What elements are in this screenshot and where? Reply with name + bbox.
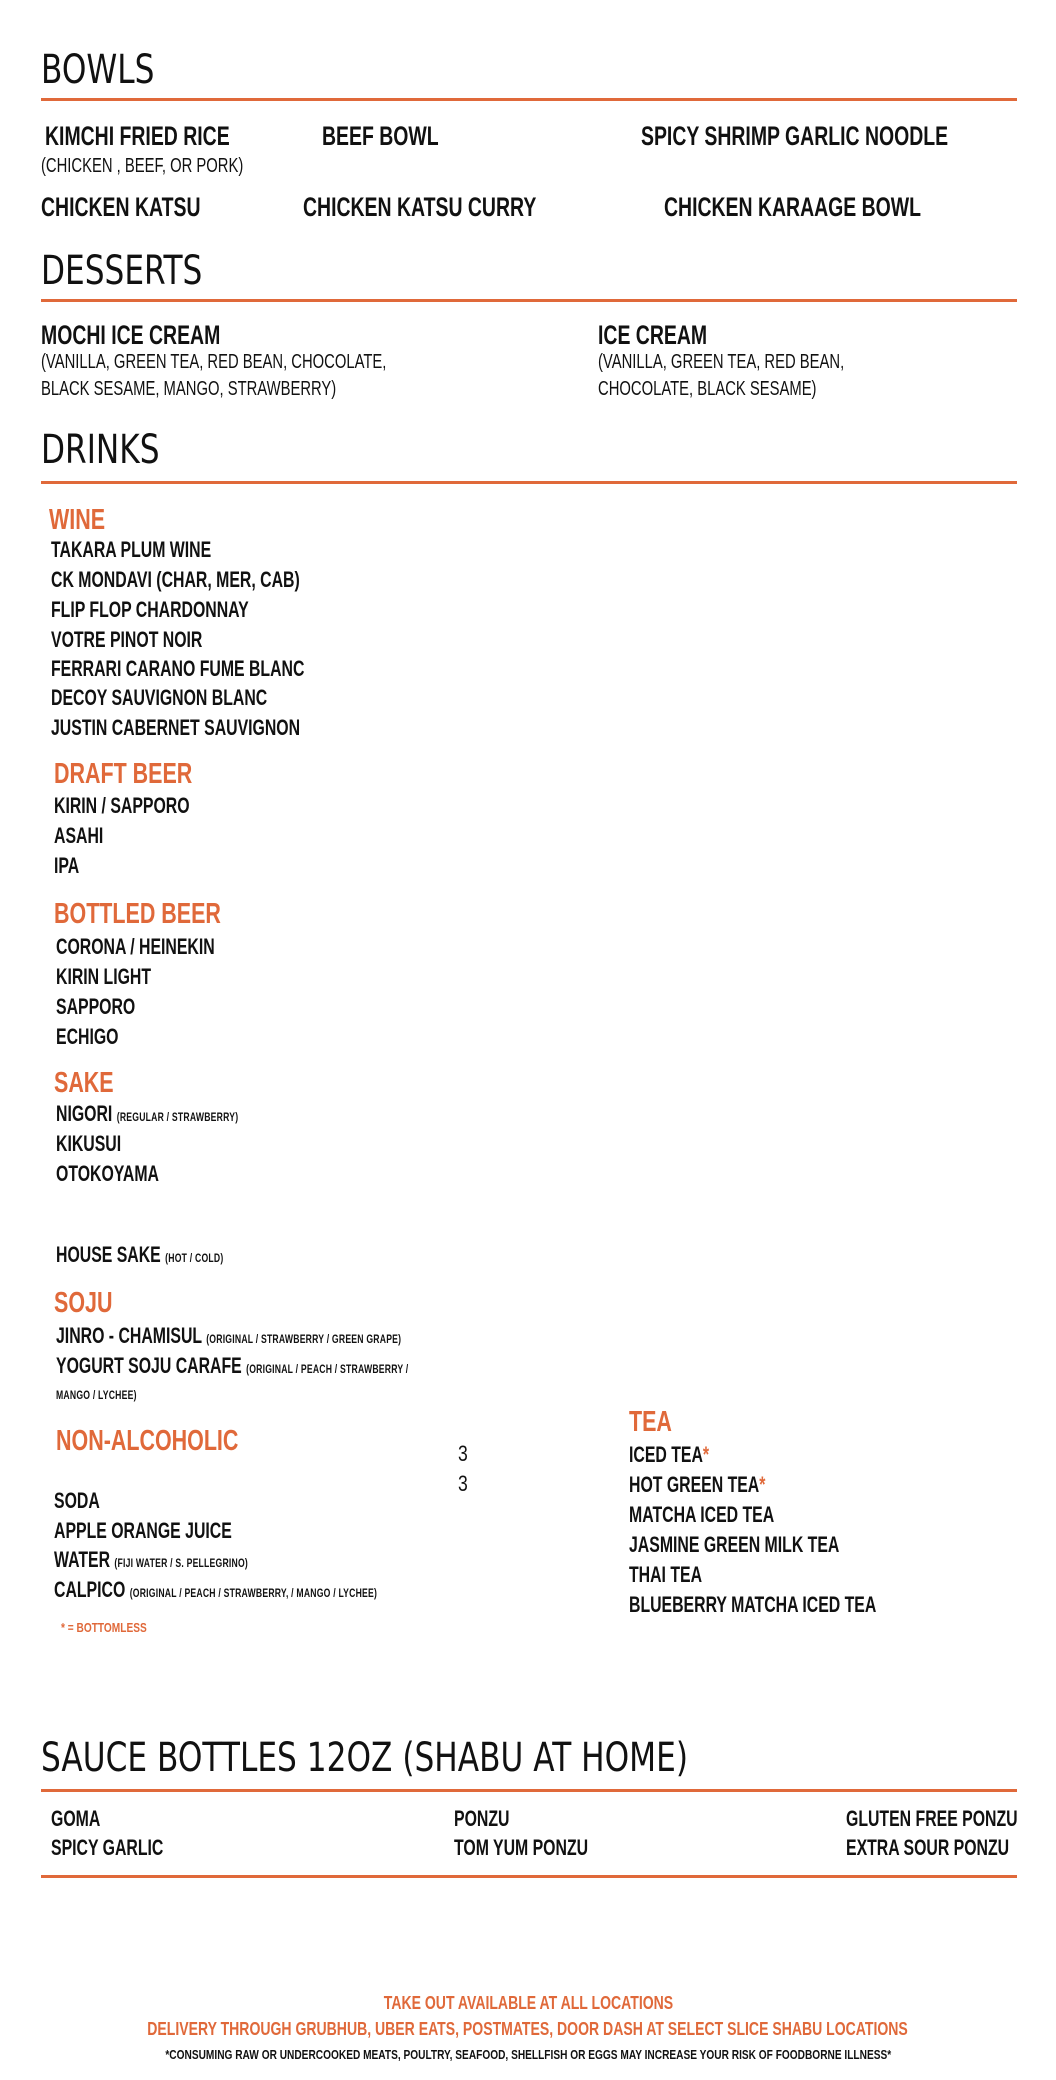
footer-delivery: DELIVERY THROUGH GRUBHUB, UBER EATS, POSTMATES, DOOR DASH AT SELECT SLICE SHABU LOCATIONS — [147, 2019, 909, 2039]
bottled-beer-title: BOTTLED BEER — [54, 898, 221, 930]
bottomless-star: * — [702, 1442, 710, 1467]
sauce-item: PONZU — [454, 1806, 510, 1831]
soju-title: SOJU — [54, 1287, 113, 1319]
non-alcoholic-price: 3 — [458, 1471, 468, 1496]
soju-yogurt-note: (ORIGINAL / PEACH / STRAWBERRY / — [246, 1362, 409, 1376]
draft-beer-item: KIRIN / SAPPORO — [54, 793, 190, 818]
tea-item: JASMINE GREEN MILK TEA — [629, 1532, 840, 1557]
bottled-beer-item: KIRIN LIGHT — [56, 964, 152, 989]
dessert-ice-cream: ICE CREAM — [598, 320, 708, 350]
sake-kikusui: KIKUSUI — [56, 1131, 122, 1156]
dessert-mochi-ice-cream: MOCHI ICE CREAM — [41, 320, 221, 350]
soju-jinro: JINRO - CHAMISUL (ORIGINAL / STRAWBERRY / GREEN GRAPE) — [56, 1323, 402, 1348]
wine-item: FERRARI CARANO FUME BLANC — [51, 656, 305, 681]
non-alcoholic-calpico: CALPICO (ORIGINAL / PEACH / STRAWBERRY, / MANGO / LYCHEE) — [54, 1577, 378, 1602]
bowls-rule — [41, 98, 1017, 101]
soju-yogurt-note-2: MANGO / LYCHEE) — [56, 1388, 137, 1402]
tea-hot-green: HOT GREEN TEA* — [629, 1472, 766, 1497]
sauces-title: SAUCE BOTTLES 12OZ (SHABU AT HOME) — [41, 1735, 688, 1781]
sake-title: SAKE — [54, 1067, 114, 1099]
calpico-note: (ORIGINAL / PEACH / STRAWBERRY, / MANGO / LYCHEE) — [129, 1586, 378, 1600]
sake-house-note: (HOT / COLD) — [165, 1251, 224, 1265]
sauce-item: TOM YUM PONZU — [454, 1835, 589, 1860]
non-alcoholic-price: 3 — [458, 1441, 468, 1466]
bowls-item-chicken-katsu-curry: CHICKEN KATSU CURRY — [303, 192, 537, 222]
wine-item: TAKARA PLUM WINE — [51, 537, 212, 562]
tea-item: BLUEBERRY MATCHA ICED TEA — [629, 1592, 877, 1617]
bottled-beer-item: CORONA / HEINEKIN — [56, 934, 215, 959]
bowls-item-chicken-karaage: CHICKEN KARAAGE BOWL — [664, 192, 922, 222]
bowls-item-beef-bowl: BEEF BOWL — [322, 121, 439, 151]
sauces-rule-bottom — [41, 1875, 1017, 1878]
wine-item: VOTRE PINOT NOIR — [51, 627, 203, 652]
tea-item: THAI TEA — [629, 1562, 703, 1587]
wine-item: FLIP FLOP CHARDONNAY — [51, 597, 249, 622]
drinks-rule — [41, 481, 1017, 484]
bottled-beer-item: ECHIGO — [56, 1024, 119, 1049]
sauce-item: GOMA — [51, 1806, 101, 1831]
wine-item: DECOY SAUVIGNON BLANC — [51, 685, 268, 710]
desserts-rule — [41, 299, 1017, 302]
bowls-title: BOWLS — [41, 47, 155, 93]
tea-item: MATCHA ICED TEA — [629, 1502, 775, 1527]
draft-beer-title: DRAFT BEER — [54, 758, 193, 790]
bowls-item-spicy-shrimp: SPICY SHRIMP GARLIC NOODLE — [641, 121, 949, 151]
desserts-title: DESSERTS — [41, 248, 203, 294]
non-alcoholic-apple-orange: APPLE ORANGE JUICE — [54, 1518, 232, 1543]
bottomless-note: * = BOTTOMLESS — [61, 1620, 147, 1635]
non-alcoholic-soda: SODA — [54, 1488, 100, 1513]
non-alcoholic-water: WATER (FIJI WATER / S. PELLEGRINO) — [54, 1547, 249, 1572]
sauce-item: SPICY GARLIC — [51, 1835, 164, 1860]
soju-jinro-note: (ORIGINAL / STRAWBERRY / GREEN GRAPE) — [206, 1332, 402, 1346]
bowls-item-chicken-katsu: CHICKEN KATSU — [41, 192, 201, 222]
drinks-title: DRINKS — [41, 427, 160, 473]
sauce-item: GLUTEN FREE PONZU — [846, 1806, 1018, 1831]
dessert-ice-cream-note-1: (VANILLA, GREEN TEA, RED BEAN, — [598, 351, 845, 373]
wine-item: CK MONDAVI (CHAR, MER, CAB) — [51, 567, 300, 592]
sauce-item: EXTRA SOUR PONZU — [846, 1835, 1010, 1860]
sake-house: HOUSE SAKE (HOT / COLD) — [56, 1242, 224, 1267]
water-note: (FIJI WATER / S. PELLEGRINO) — [114, 1556, 249, 1570]
bowls-item-kimchi-fried-rice: KIMCHI FRIED RICE — [45, 121, 230, 151]
tea-title: TEA — [629, 1406, 672, 1438]
sake-nigori-note: (REGULAR / STRAWBERRY) — [116, 1110, 239, 1124]
draft-beer-item: IPA — [54, 853, 80, 878]
footer-takeout: TAKE OUT AVAILABLE AT ALL LOCATIONS — [383, 1993, 673, 2013]
dessert-ice-cream-note-2: CHOCOLATE, BLACK SESAME) — [598, 378, 817, 400]
draft-beer-item: ASAHI — [54, 823, 104, 848]
dessert-mochi-note-1: (VANILLA, GREEN TEA, RED BEAN, CHOCOLATE, — [41, 351, 387, 373]
non-alcoholic-title: NON-ALCOHOLIC — [56, 1425, 239, 1457]
bottomless-star: * — [759, 1472, 766, 1497]
sake-nigori: NIGORI (REGULAR / STRAWBERRY) — [56, 1101, 239, 1126]
bowls-item-kimchi-note: (CHICKEN , BEEF, OR PORK) — [41, 155, 244, 177]
tea-iced: ICED TEA* — [629, 1442, 710, 1467]
soju-yogurt: YOGURT SOJU CARAFE (ORIGINAL / PEACH / STRAWBERRY / — [56, 1353, 409, 1378]
sake-otokoyama: OTOKOYAMA — [56, 1161, 159, 1186]
dessert-mochi-note-2: BLACK SESAME, MANGO, STRAWBERRY) — [41, 378, 337, 400]
wine-title: WINE — [49, 504, 106, 536]
sauces-rule-top — [41, 1789, 1017, 1792]
bottled-beer-item: SAPPORO — [56, 994, 136, 1019]
footer-disclaimer: *CONSUMING RAW OR UNDERCOOKED MEATS, POULTRY, SEAFOOD, SHELLFISH OR EGGS MAY INCREASE YOUR RISK OF FOODBORNE ILLNESS* — [165, 2047, 891, 2062]
wine-item: JUSTIN CABERNET SAUVIGNON — [51, 715, 301, 740]
